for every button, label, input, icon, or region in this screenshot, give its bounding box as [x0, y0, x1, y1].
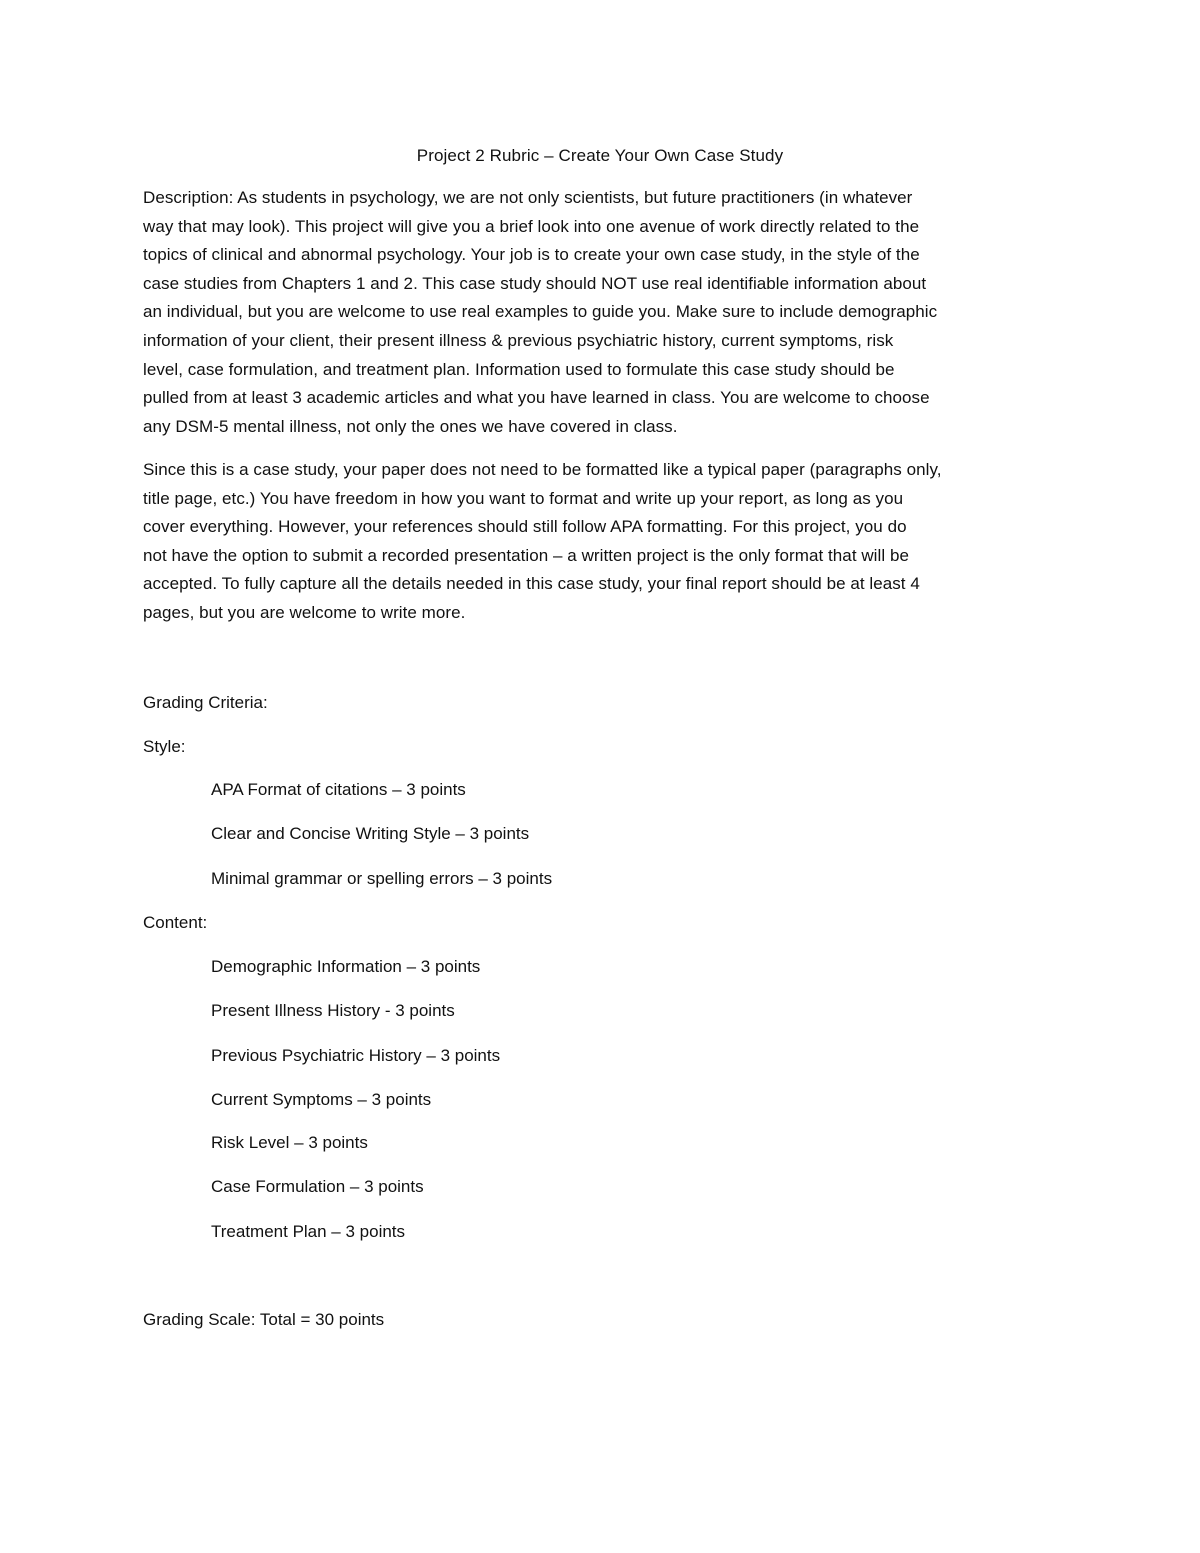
format-line: pages, but you are welcome to write more. — [143, 602, 466, 622]
style-heading: Style: — [143, 737, 186, 756]
format-line: cover everything. However, your references should still follow APA formatting. For this project, you do — [143, 517, 907, 537]
style-criterion: APA Format of citations – 3 points — [211, 780, 466, 799]
format-line: accepted. To fully capture all the details needed in this case study, your final report should be at least 4 — [143, 574, 920, 594]
document-title: Project 2 Rubric – Create Your Own Case Study — [416, 146, 784, 165]
content-criterion: Previous Psychiatric History – 3 points — [211, 1046, 501, 1065]
format-paragraph — [143, 456, 1061, 628]
format-line: Since this is a case study, your paper does not need to be formatted like a typical paper (paragraphs only, — [143, 460, 942, 479]
content-criterion: Demographic Information – 3 points — [211, 957, 481, 976]
content-criterion: Current Symptoms – 3 points — [211, 1090, 432, 1109]
description-line: information of your client, their present illness & previous psychiatric history, current symptoms, risk — [143, 330, 894, 350]
format-line: title page, etc.) You have freedom in how you want to format and write up your report, as long as you — [143, 488, 904, 508]
description-line: an individual, but you are welcome to use real examples to guide you. Make sure to include demographic — [143, 302, 938, 322]
description-paragraph — [143, 184, 1061, 441]
content-criterion: Case Formulation – 3 points — [211, 1177, 424, 1196]
format-line: not have the option to submit a recorded presentation – a written project is the only format that will be — [143, 545, 909, 565]
grading-scale: Grading Scale: Total = 30 points — [143, 1310, 385, 1329]
style-criterion: Clear and Concise Writing Style – 3 points — [211, 824, 530, 843]
description-line: case studies from Chapters 1 and 2. This case study should NOT use real identifiable information about — [143, 273, 927, 293]
description-line: Description: As students in psychology, we are not only scientists, but future practitioners (in whatever — [143, 188, 913, 207]
style-criterion: Minimal grammar or spelling errors – 3 points — [211, 869, 553, 888]
description-line: topics of clinical and abnormal psychology. Your job is to create your own case study, in the style of the — [143, 245, 920, 265]
content-heading: Content: — [143, 913, 208, 932]
description-line: any DSM-5 mental illness, not only the ones we have covered in class. — [143, 416, 678, 436]
content-criterion: Treatment Plan – 3 points — [211, 1222, 406, 1241]
content-criterion: Present Illness History - 3 points — [211, 1001, 455, 1020]
description-line: pulled from at least 3 academic articles and what you have learned in class. You are welcome to choose — [143, 388, 930, 408]
grading-criteria-heading: Grading Criteria: — [143, 693, 268, 712]
description-line: way that may look). This project will give you a brief look into one avenue of work directly related to the — [143, 216, 920, 236]
description-line: level, case formulation, and treatment plan. Information used to formulate this case study should be — [143, 359, 895, 379]
content-criterion: Risk Level – 3 points — [211, 1133, 368, 1152]
